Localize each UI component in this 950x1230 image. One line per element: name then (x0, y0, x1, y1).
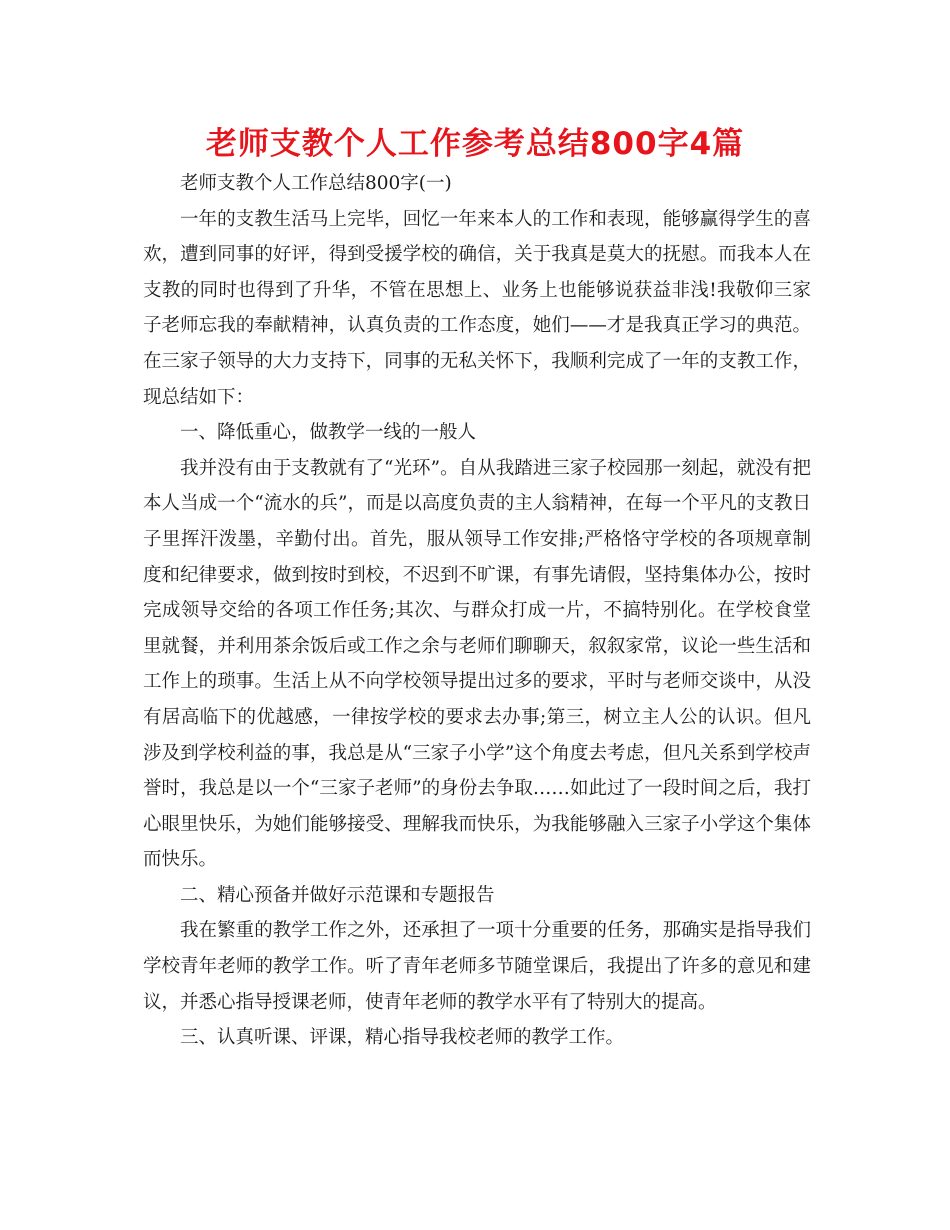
body-paragraph: 一年的支教生活马上完毕，回忆一年来本人的工作和表现，能够赢得学生的喜欢，遭到同事的好评，得到受援学校的确信，关于我真是莫大的抚慰。而我本人在支教的同时也得到了升华，不管在思想上、业务上也能够说获益非浅!我敬仰三家子老师忘我的奉献精神，认真负责的工作态度，她们——才是我真正学习的典范。在三家子领导的大力支持下，同事的无私关怀下，我顺利完成了一年的支教工作，现总结如下： (143, 208, 811, 408)
document-title: 老师支教个人工作参考总结800字4篇 (205, 126, 745, 162)
body-paragraph: 我并没有由于支教就有了“光环”。自从我踏进三家子校园那一刻起，就没有把本人当成一个“流水的兵”，而是以高度负责的主人翁精神，在每一个平凡的支教日子里挥汗泼墨，辛勤付出。首先，服从领导工作安排;严格恪守学校的各项规章制度和纪律要求，做到按时到校，不迟到不旷课，有事先请假，坚持集体办公，按时完成领导交给的各项工作任务;其次、与群众打成一片，不搞特别化。在学校食堂里就餐，并利用茶余饭后或工作之余与老师们聊聊天，叙叙家常，议论一些生活和工作上的琐事。生活上从不向学校领导提出过多的要求，平时与老师交谈中，从没有居高临下的优越感，一律按学校的要求去办事;第三，树立主人公的认识。但凡涉及到学校利益的事，我总是从“三家子小学”这个角度去考虑，但凡关系到学校声誉时，我总是以一个“三家子老师”的身份去争取……如此过了一段时间之后，我打心眼里快乐，为她们能够接受、理解我而快乐，为我能够融入三家子小学这个集体而快乐。 (143, 457, 811, 871)
body-paragraph: 我在繁重的教学工作之外，还承担了一项十分重要的任务，那确实是指导我们学校青年老师的教学工作。听了青年老师多节随堂课后，我提出了许多的意见和建议，并悉心指导授课老师，使青年老师的教学水平有了特别大的提高。 (143, 920, 811, 1013)
section-heading: 一、降低重心，做教学一线的一般人 (180, 422, 477, 444)
section-heading: 二、精心预备并做好示范课和专题报告 (180, 884, 495, 906)
document-body (143, 166, 811, 1056)
section-heading: 三、认真听课、评课，精心指导我校老师的教学工作。 (180, 1027, 625, 1049)
subtitle-paragraph: 老师支教个人工作总结800字(一) (180, 173, 452, 194)
